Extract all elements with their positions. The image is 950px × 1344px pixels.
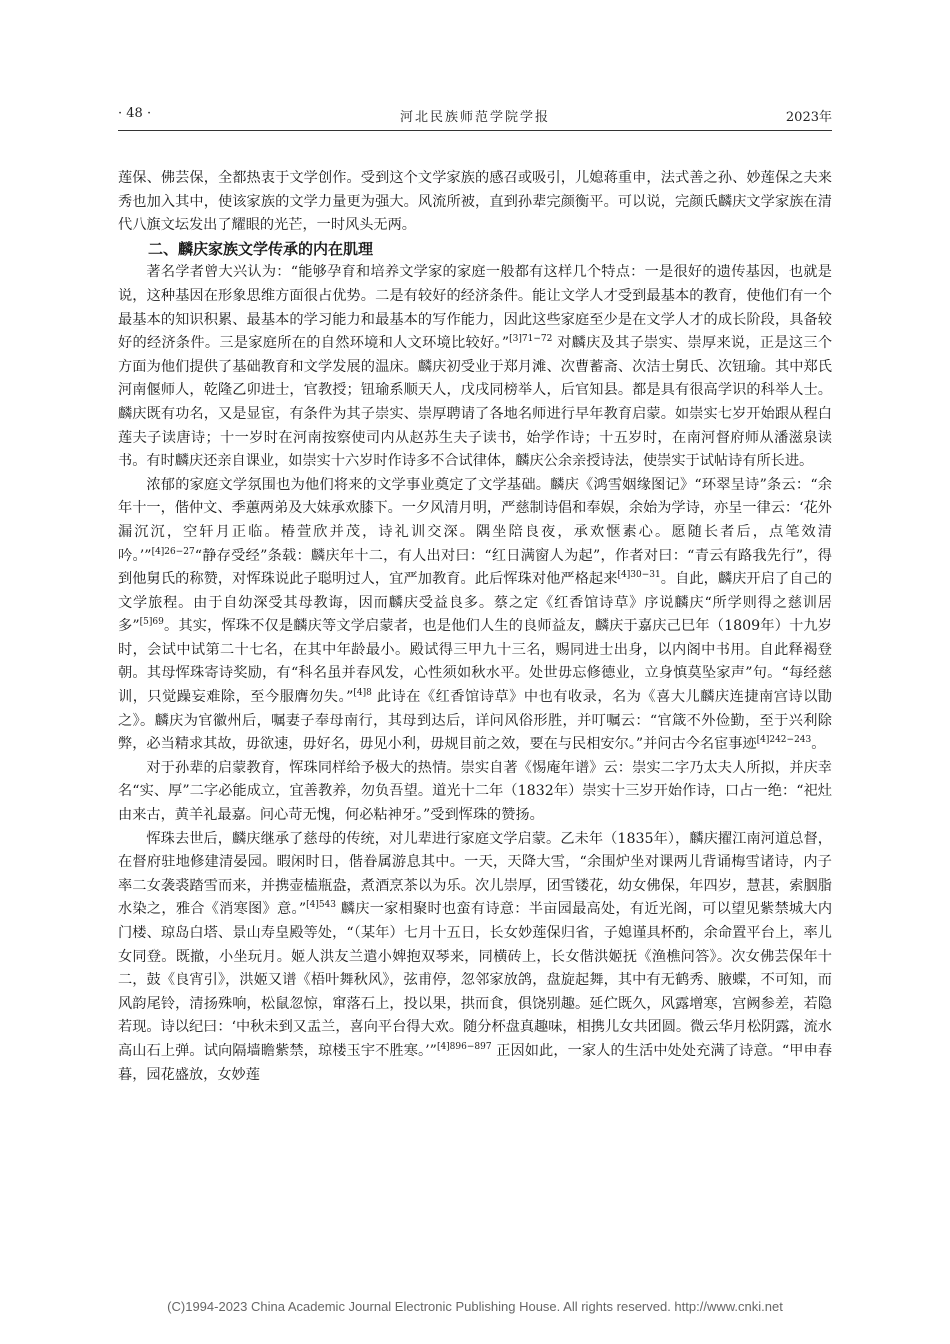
citation-ref: [3]71−72 <box>509 334 553 345</box>
paragraph-text: 正因如此，一家人的生活中处处充满了诗意。“甲申春暮，园花盛放，女妙莲 <box>118 1042 833 1083</box>
page-number: · 48 · <box>118 106 152 121</box>
paragraph-text: 麟庆一家相聚时也蛮有诗意：半亩园最高处，有近光阁，可以望见紫禁城大内门楼、琼岛白塔、景山寿皇殿等处，“（某年）七月十五日，长女妙莲保归省，子媳谨具杯酌，余命置平台上，率儿女同登。既撤，小坐玩月。姬人洪友兰遣小婢抱双琴来，同横砖上，长女偕洪姬抚《渔樵问答》。次女佛芸保年十二，鼓《良宵引》，洪姬又谱《梧叶舞秋风》，弦甫停，忽邻家放鸽，盘旋起舞，其中有无鹤秀、腋蝶，不可知，而风韵尾铃，清扬殊响，松鼠忽惊，窜落石上，投以果，拱而食，俱饶别趣。延伫既久，风露增寒，宫阙参差，若隐若现。诗以纪曰：‘中秋未到又盂兰，喜向平台得大欢。随分杯盘真趣味，相携儿女共团圆。微云华月松阴露，流水高山石上弹。试向隔墙瞻紫禁，琼楼玉宇不胜寒。’” <box>118 901 833 1059</box>
journal-title: 河北民族师范学院学报 <box>399 110 550 125</box>
copyright-footer: (C)1994-2023 China Academic Journal Electronic Publishing House. All rights reserved. http://www.cnki.net <box>167 1299 783 1314</box>
paragraph: 对于孙辈的启蒙教育，恽珠同样给予极大的热情。崇实自著《惕庵年谱》云：崇实二字乃太夫人所拟，并庆幸名“实、厚”二字必能成立，宜善教养，勿负吾望。道光十二年（1832年）崇实十三岁开始作诗，口占一绝：“祀灶由来古，黄羊礼最嘉。问心苛无愧，何必粘神牙。”受到恽珠的赞扬。 <box>118 759 832 824</box>
paragraph-continued: 莲保、佛芸保，全都热衷于文学创作。受到这个文学家族的感召或吸引，儿媳蒋重申，法式善之孙、妙莲保之夫来秀也加入其中，使该家族的文学力量更为强大。风流所被，直到孙辈完颜衡平。可以说，完颜氏麟庆文学家族在清代八旗文坛发出了耀眼的光芒，一时风头无两。 <box>118 170 832 234</box>
paragraph-text: 对麟庆及其子崇实、崇厚来说，正是这三个方面为他们提供了基础教育和文学发展的温床。麟庆初受业于郑月滩、次曹蓄斋、次洁士舅氏、次钮瑜。其中郑氏河南偃师人，乾隆乙卯进士，官教授；钮瑜系顺天人，戊戌同榜举人，后官知县。都是具有很高学识的科举人士。麟庆既有功名，又是显宦，有条件为其子崇实、崇厚聘请了各地名师进行早年教育启蒙。如崇实七岁开始跟从程白莲夫子读唐诗；十一岁时在河南按察使司内从赵苏生夫子读书，始学作诗；十五岁时，在南河督府师从潘滋泉读书。有时麟庆还亲自课业，如崇实十六岁时作诗多不合试律体，麟庆公余亲授诗法，使崇实于试帖诗有所长进。 <box>118 335 833 470</box>
paragraph-text: 。其实，恽珠不仅是麟庆等文学启蒙者，也是他们人生的良师益友，麟庆于嘉庆己巳年（1809年）十九岁时，会试中试第二十七名，在其中年龄最小。殿试得三甲九十三名，赐同进士出身，以内阁中书用。自此释褐登朝。其母恽珠寄诗奖励，有“科名虽并春风发，心性须如秋水平。处世毋忘修德业，立身慎莫坠家声”句。“每经慈训，只觉躁妄难除，至今服膺勿失。” <box>118 618 832 706</box>
section-heading: 二、麟庆家族文学传承的内在肌理 <box>148 239 374 258</box>
citation-ref: [4]8 <box>353 688 372 699</box>
paragraph <box>118 474 832 757</box>
article-body <box>118 167 832 1087</box>
paragraph-text: “静存受经”条载：麟庆年十二，有人出对曰：“红日满窗人为起”，作者对曰：“青云有路我先行”，得到他舅氏的称赞，对恽珠说此子聪明过人，宜严加教育。此后恽珠对他严格起来 <box>118 547 832 588</box>
paragraph-text: 著名学者曾大兴认为：“能够孕育和培养文学家的家庭一般都有这样几个特点：一是很好的遗传基因，也就是说，这种基因在形象思维方面很占优势。二是有较好的经济条件。能让文学人才受到最基本的教育，使他们有一个最基本的知识积累、最基本的学习能力和最基本的写作能力，因此这些家庭至少是在文学人才的成长阶段，具备较好的经济条件。三是家庭所在的自然环境和人文环境比较好。” <box>118 264 832 352</box>
paragraph-text: 此诗在《红香馆诗草》中也有收录，名为《喜大儿麟庆连捷南宫诗以勖之》。麟庆为官徽州后，嘱妻子奉母南行，其母到达后，详问风俗形胜，并叮嘱云：“官箴不外俭勤，至于兴利除弊，必当精求其故，毋欲速，毋好名，毋见小利，毋规目前之效，要在与民相安尔。”并问古今名宦事迹 <box>118 689 833 753</box>
paragraph-text: 。 <box>811 736 826 753</box>
running-header <box>118 102 832 131</box>
paragraph <box>118 261 832 473</box>
citation-ref: [5]69 <box>139 617 164 628</box>
paragraph-text: 恽珠去世后，麟庆继承了慈母的传统，对儿辈进行家庭文学启蒙。乙未年（1835年），麟庆擢江南河道总督，在督府驻地修建清晏园。暇闲时日，偕眷属游息其中。一天，天降大雪，“余围炉坐对课两儿背诵梅雪诸诗，内子率二女袭裘踏雪而来，并携壶榼瓶盎，煮酒烹茶以为乐。次儿崇厚，团雪镂花，幼女佛保，年四岁，慧甚，索胭脂水染之，雅合《消寒图》意。” <box>118 830 832 918</box>
paragraph-text: 。自此，麟庆开启了自己的文学旅程。由于自幼深受其母教诲，因而麟庆受益良多。蔡之定《红香馆诗草》序说麟庆“所学则得之慈训居多” <box>118 571 832 635</box>
citation-ref: [4]543 <box>306 900 337 911</box>
citation-ref: [4]242−243 <box>756 735 812 746</box>
paragraph-text: 浓郁的家庭文学氛围也为他们将来的文学事业奠定了文学基础。麟庆《鸿雪姻缘图记》“环翠呈诗”条云：“余年十一，偕仲文、季蕙两弟及大妹承欢膝下。一夕风清月明，严慈制诗倡和奉娱，余始为学诗，亦呈一律云：‘花外漏沉沉，空轩月正临。椿萱欣并茂，诗礼训交深。隅坐陪良夜，承欢惬素心。愿随长者后，点笔效清吟。’” <box>118 476 832 564</box>
citation-ref: [4]26−27 <box>151 546 195 557</box>
citation-ref: [4]896−897 <box>436 1041 492 1052</box>
citation-ref: [4]30−31 <box>617 570 661 581</box>
paragraph <box>118 828 832 1088</box>
publication-year: 2023年 <box>785 110 832 125</box>
